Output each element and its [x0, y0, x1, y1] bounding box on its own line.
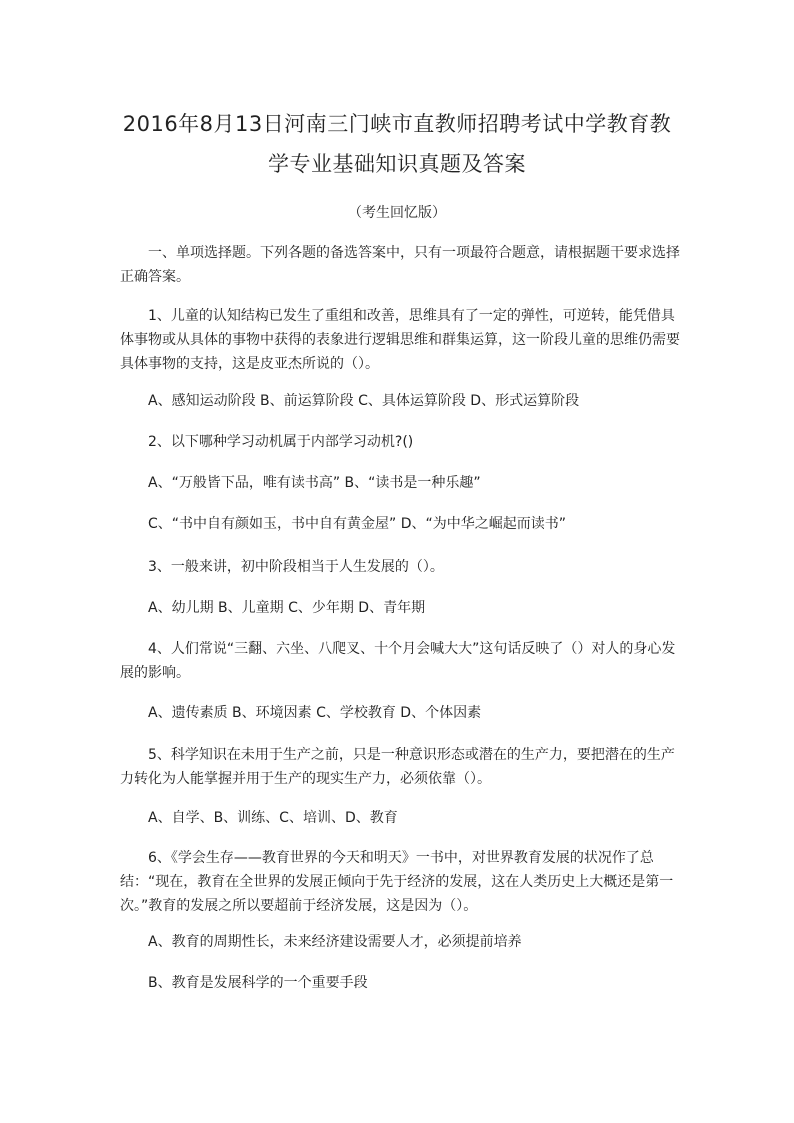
- question-3: 3、一般来讲，初中阶段相当于人生发展的（）。: [148, 559, 444, 575]
- question-4-options: A、遗传素质 B、环境因素 C、学校教育 D、个体因素: [148, 705, 482, 721]
- question-5: 5、科学知识在未用于生产之前，只是一种意识形态或潜在的生产力，要把潜在的生产力转化为人能掌握并用于生产的现实生产力，必须依靠（）。: [120, 747, 675, 787]
- document-title-line2: 学专业基础知识真题及答案: [268, 152, 526, 176]
- question-2-options-1: A、“万般皆下品，唯有读书高” B、“读书是一种乐趣”: [148, 475, 481, 491]
- document-subtitle: （考生回忆版）: [348, 205, 446, 221]
- question-6: 6、《学会生存——教育世界的今天和明天》一书中，对世界教育发展的状况作了总结：“现在，教育在全世界的发展正倾向于先于经济的发展，这在人类历史上大概还是第一次。”教育的发展之所以要超前于经济发展，这是因为（）。: [120, 850, 674, 914]
- question-6-option-a: A、教育的周期性长，未来经济建设需要人才，必须提前培养: [148, 934, 522, 950]
- question-4: 4、人们常说“三翻、六坐、八爬叉、十个月会喊大大”这句话反映了（）对人的身心发展的影响。: [120, 641, 676, 681]
- question-2: 2、以下哪种学习动机属于内部学习动机?(): [148, 434, 414, 450]
- question-1-options: A、感知运动阶段 B、前运算阶段 C、具体运算阶段 D、形式运算阶段: [148, 393, 580, 409]
- question-6-option-b: B、教育是发展科学的一个重要手段: [148, 975, 368, 991]
- question-3-options: A、幼儿期 B、儿童期 C、少年期 D、青年期: [148, 600, 426, 616]
- question-1: 1、儿童的认知结构已发生了重组和改善，思维具有了一定的弹性，可逆转，能凭借具体事物或从具体的事物中获得的表象进行逻辑思维和群集运算，这一阶段儿童的思维仍需要具体事物的支持，这是皮亚杰所说的（）。: [120, 308, 680, 372]
- document-title-line1: 2016年8月13日河南三门峡市直教师招聘考试中学教育教: [122, 112, 672, 136]
- question-2-options-2: C、“书中自有颜如玉，书中自有黄金屋” D、“为中华之崛起而读书”: [148, 516, 567, 532]
- question-5-options: A、自学、B、训练、C、培训、D、教育: [148, 810, 398, 826]
- section-intro: 一、单项选择题。下列各题的备选答案中，只有一项最符合题意，请根据题干要求选择正确答案。: [120, 245, 680, 285]
